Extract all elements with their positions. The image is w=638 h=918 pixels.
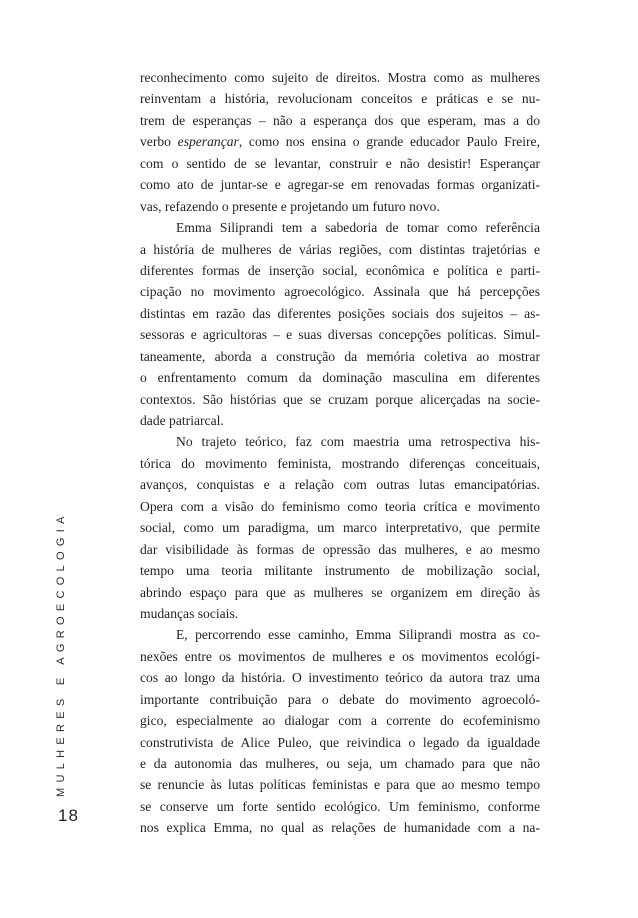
- text-line: cos ao longo da história. O investimento teórico da autora traz uma: [140, 670, 540, 686]
- text-line: No trajeto teórico, faz com maestria uma retrospectiva his-: [176, 434, 540, 450]
- italic-term: esperançar: [177, 134, 239, 150]
- text-line: dade patriarcal.: [140, 413, 224, 428]
- text-line: avanços, conquistas e a relação com outras lutas emancipatórias.: [140, 477, 540, 493]
- text-line: construtivista de Alice Puleo, que reivindica o legado da igualdade: [140, 734, 540, 750]
- text-line: vas, refazendo o presente e projetando um futuro novo.: [140, 198, 440, 214]
- text-line: se renuncie às lutas políticas feministas e para que ao mesmo tempo: [140, 777, 540, 793]
- text-line: contextos. São histórias que se cruzam porque alicerçadas na socie-: [140, 391, 540, 407]
- page-number: 18: [58, 806, 79, 825]
- text-line: diferentes formas de inserção social, econômica e política e parti-: [140, 262, 540, 278]
- text-line: reconhecimento como sujeito de direitos. Mostra como as mulheres: [140, 70, 540, 85]
- text-line: tórica do movimento feminista, mostrando diferenças conceituais,: [140, 455, 540, 471]
- text-line: Emma Siliprandi tem a sabedoria de tomar como referência: [176, 220, 540, 236]
- text-line: dar visibilidade às formas de opressão das mulheres, e ao mesmo: [140, 541, 540, 557]
- text-line: mudanças sociais.: [140, 605, 239, 621]
- text-line: se conserve um forte sentido ecológico. Um feminismo, conforme: [140, 798, 540, 814]
- text-line: e da autonomia das mulheres, ou seja, um chamado para que não: [140, 756, 540, 771]
- running-title: MULHERES E AGROECOLOGIA: [55, 511, 67, 797]
- text-line: gico, especialmente ao dialogar com a corrente do ecofeminismo: [140, 713, 540, 729]
- text-line: trem de esperanças – não a esperança dos que esperam, mas a do: [140, 112, 540, 128]
- text-line: distintas em razão das diferentes posições sociais dos sujeitos – as-: [140, 305, 540, 321]
- body-text: [140, 67, 540, 839]
- text-line: social, como um paradigma, um marco interpretativo, que permite: [140, 520, 540, 536]
- text-line: o enfrentamento comum da dominação masculina em diferentes: [140, 370, 540, 386]
- text-line: reinventam a história, revolucionam conceitos e práticas e se nu-: [140, 91, 540, 107]
- text-line: Opera com a visão do feminismo como teoria crítica e movimento: [140, 498, 540, 514]
- text-line: tempo uma teoria militante instrumento de mobilização social,: [140, 563, 540, 579]
- text-line: como ato de juntar-se e agregar-se em renovadas formas organizati-: [140, 177, 540, 193]
- text-line: nexões entre os movimentos de mulheres e os movimentos ecológi-: [140, 648, 540, 664]
- text-line: com o sentido de se levantar, construir e não desistir! Esperançar: [140, 155, 540, 171]
- text-line: E, percorrendo esse caminho, Emma Siliprandi mostra as co-: [176, 627, 540, 643]
- text-line: nos explica Emma, no qual as relações de humanidade com a na-: [140, 820, 540, 836]
- text-line: abrindo espaço para que as mulheres se organizem em direção às: [140, 584, 540, 600]
- text-line: verbo esperançar, como nos ensina o grande educador Paulo Freire,: [140, 134, 540, 150]
- text-line: taneamente, aborda a construção da memória coletiva ao mostrar: [140, 348, 540, 364]
- text-line: cipação no movimento agroecológico. Assinala que há percepções: [140, 284, 540, 300]
- text-line: sessoras e agricultoras – e suas diversas concepções políticas. Simul-: [140, 327, 540, 343]
- text-line: a história de mulheres de várias regiões, com distintas trajetórias e: [140, 241, 540, 257]
- text-line: importante contribuição para o debate do movimento agroecoló-: [140, 691, 540, 707]
